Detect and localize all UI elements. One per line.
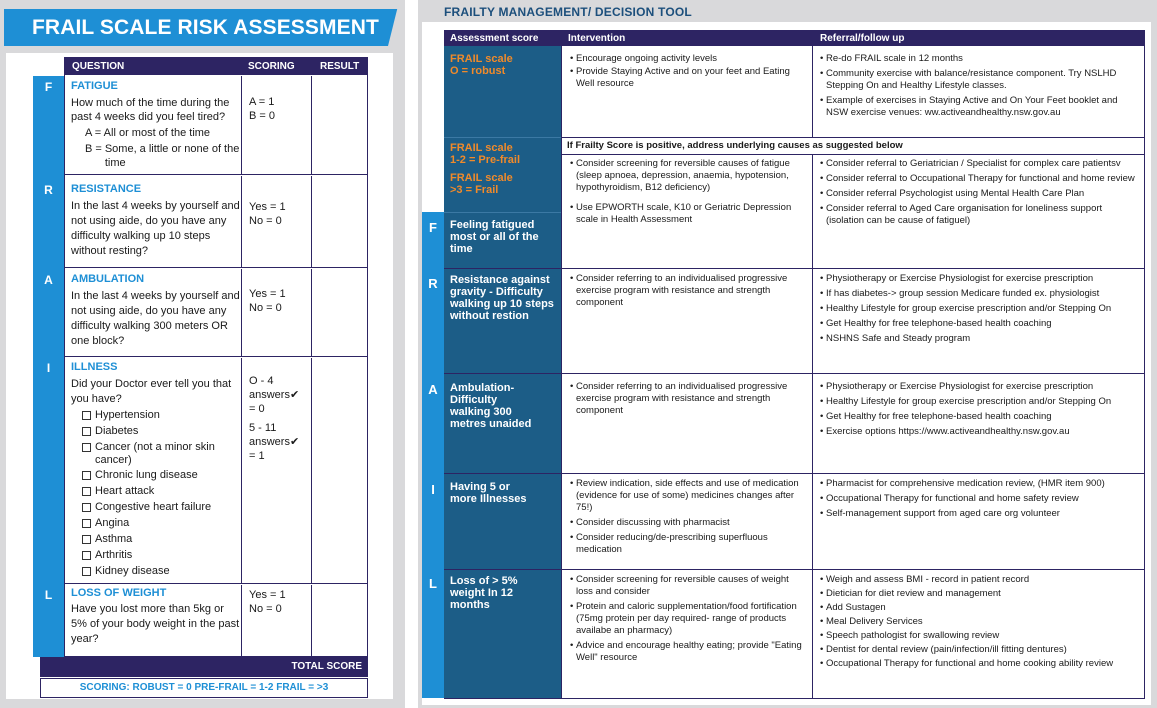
checkbox-icon[interactable] <box>82 535 91 544</box>
letter-l: L <box>44 588 53 602</box>
result-header: RESULT <box>320 61 360 72</box>
illness-label: Cancer (not a minor skin cancer) <box>95 441 215 466</box>
illness-label: Hypertension <box>95 409 160 421</box>
referral-item: • Community exercise with balance/resistance component. Try NSLHD Stepping On and Healthy Lifestyle classes. <box>820 68 1140 92</box>
grid-line <box>444 212 561 213</box>
checkbox-icon[interactable] <box>82 519 91 528</box>
weight-row <box>64 585 368 657</box>
option-a-key: A = <box>85 127 102 139</box>
resistance-score-no: No = 0 <box>249 215 282 227</box>
grid-line <box>444 373 1145 374</box>
ambulation-title: AMBULATION <box>71 273 145 285</box>
illness-checklist <box>71 409 241 578</box>
intervention-item: • Consider discussing with pharmacist <box>570 517 806 529</box>
ambulation-score-no: No = 0 <box>249 302 282 314</box>
referral-item: • Self-management support from aged care org volunteer <box>820 508 1140 520</box>
referral-item: • Healthy Lifestyle for group exercise prescription and/or Stepping On <box>820 303 1140 315</box>
referral-item: • Consider referral to Occupational Therapy for functional and home review <box>820 173 1140 185</box>
checkbox-icon[interactable] <box>82 427 91 436</box>
weight-interventions <box>570 574 806 667</box>
checkbox-icon[interactable] <box>82 487 91 496</box>
weight-question: Have you lost more than 5kg or 5% of your body weight in the past year? <box>71 603 240 645</box>
illness-label: Asthma <box>95 533 133 545</box>
illness-item[interactable] <box>71 409 241 422</box>
checkbox-icon[interactable] <box>82 503 91 512</box>
referral-item: • If has diabetes-> group session Medicare funded ex. physiologist <box>820 288 1140 300</box>
illness-label: Chronic lung disease <box>95 469 198 481</box>
fatigue-title: FATIGUE <box>71 80 118 92</box>
grid-line <box>561 154 1145 155</box>
grid-line <box>561 137 1145 138</box>
resistance-title: RESISTANCE <box>71 183 142 195</box>
illness-question: Did your Doctor ever tell you that you have? <box>71 378 232 405</box>
ambulation-question-cell <box>64 269 241 356</box>
checkbox-icon[interactable] <box>82 443 91 452</box>
question-header: QUESTION <box>72 61 125 72</box>
prefrail-line1: FRAIL scale <box>450 142 513 154</box>
decision-letter-l: L <box>429 576 437 591</box>
decision-header-row <box>444 30 1145 46</box>
illness-item[interactable] <box>71 425 241 438</box>
robust-interventions <box>570 53 804 93</box>
checkbox-icon[interactable] <box>82 411 91 420</box>
illness-item[interactable] <box>71 469 241 482</box>
positive-score-note: If Frailty Score is positive, address underlying causes as suggested below <box>567 140 903 151</box>
resistance-scoring-cell <box>241 176 311 267</box>
assessment-header-row <box>64 57 368 75</box>
frail-line2: >3 = Frail <box>450 184 499 196</box>
resistance-question: In the last 4 weeks by yourself and not using aide, do you have any difficulty walking up 10 steps without resting? <box>71 200 240 257</box>
resistance-referrals <box>820 273 1140 348</box>
robust-score-line2: O = robust <box>450 65 506 77</box>
prefrail-score <box>450 142 558 166</box>
referral-header: Referral/follow up <box>820 33 905 44</box>
fatigue-question: How much of the time during the past 4 weeks did you feel tired? <box>71 97 230 123</box>
referral-item: • Pharmacist for comprehensive medication review, (HMR item 900) <box>820 478 1140 490</box>
referral-item: • Consider referral to Aged Care organisation for loneliness support (isolation can be cause of fatiguel) <box>820 203 1140 227</box>
decision-letter-f: F <box>429 220 437 235</box>
illness-item[interactable] <box>71 501 241 514</box>
grid-line <box>444 137 561 138</box>
ambulation-referrals <box>820 381 1140 441</box>
frail-score <box>450 172 558 196</box>
illness-interventions <box>570 478 806 559</box>
robust-score <box>450 53 558 77</box>
illness-item[interactable] <box>71 441 241 467</box>
intervention-item: • Consider screening for reversible causes of weight loss and consider <box>570 574 806 598</box>
fatigue-score-b: B = 0 <box>249 110 275 122</box>
scoring-header: SCORING <box>248 61 295 72</box>
illness-item[interactable] <box>71 565 241 578</box>
grid-line <box>812 46 813 137</box>
illness-item[interactable] <box>71 485 241 498</box>
illness-label: Diabetes <box>95 425 139 437</box>
fatigue-interventions <box>570 158 806 229</box>
letter-i: I <box>46 361 51 375</box>
illness-label: Arthritis <box>95 549 133 561</box>
grid-line <box>812 154 813 698</box>
illness-item[interactable] <box>71 549 241 562</box>
grid-line <box>444 698 1145 699</box>
fatigue-option-a <box>71 126 241 140</box>
illness-scoring-cell <box>241 358 311 583</box>
frail-scale-title: FRAIL SCALE RISK ASSESSMENT <box>4 9 388 46</box>
illness-label: Angina <box>95 517 130 529</box>
intervention-item: • Advice and encourage healthy eating; provide "Eating Well" resource <box>570 640 806 664</box>
weight-referrals <box>820 574 1140 673</box>
option-a-text: All or most of the time <box>103 127 211 139</box>
grid-line <box>444 268 1145 269</box>
decision-letter-i: I <box>431 482 435 497</box>
resistance-result-cell[interactable] <box>311 176 368 267</box>
robust-referrals <box>820 53 1140 122</box>
resistance-score-yes: Yes = 1 <box>249 201 286 213</box>
illness-label: Congestive heart failure <box>95 501 212 513</box>
referral-item: • Consider referral Psychologist using Mental Health Care Plan <box>820 188 1140 200</box>
option-b-key: B = <box>85 143 102 155</box>
illness-score-answers-a: answers✔ <box>249 389 300 401</box>
ambulation-scoring-cell <box>241 269 311 356</box>
illness-score-value-a: = 0 <box>249 403 265 415</box>
grid-line <box>444 569 1145 570</box>
decision-tool-title: FRAILTY MANAGEMENT/ DECISION TOOL <box>444 5 692 19</box>
illness-score-value-b: = 1 <box>249 450 265 462</box>
checkbox-icon[interactable] <box>82 567 91 576</box>
total-score-row: TOTAL SCORE <box>40 657 368 677</box>
illness-referrals <box>820 478 1140 523</box>
referral-item: • Dentist for dental review (pain/infection/ill fitting dentures) <box>820 644 1140 656</box>
grid-line <box>561 46 562 698</box>
illness-score-range-b: 5 - 11 <box>249 422 277 434</box>
illness-score-answers-b: answers✔ <box>249 436 300 448</box>
intervention-header: Intervention <box>568 33 626 44</box>
referral-item: • Exercise options https://www.activeandhealthy.nsw.gov.au <box>820 426 1140 438</box>
fatigue-row <box>64 76 368 175</box>
referral-item: • Weigh and assess BMI - record in patient record <box>820 574 1140 586</box>
illness-row <box>64 358 368 584</box>
illness-result-cell[interactable] <box>311 358 368 583</box>
illness-label: Having 5 or more Illnesses <box>450 481 527 505</box>
illness-score-range-a: O - 4 <box>249 375 274 387</box>
referral-item: • Occupational Therapy for functional and home cooking ability review <box>820 658 1140 670</box>
referral-item: • NSHNS Safe and Steady program <box>820 333 1140 345</box>
referral-item: • Physiotherapy or Exercise Physiologist for exercise prescription <box>820 273 1140 285</box>
referral-item: • Speech pathologist for swallowing review <box>820 630 1140 642</box>
weight-scoring-cell <box>241 585 311 657</box>
grid-line <box>444 473 1145 474</box>
prefrail-line2: 1-2 = Pre-frail <box>450 154 521 166</box>
referral-item: • Physiotherapy or Exercise Physiologist for exercise prescription <box>820 381 1140 393</box>
intervention-item: • Encourage ongoing activity levels <box>570 53 804 65</box>
illness-title: ILLNESS <box>71 361 118 373</box>
ambulation-score-yes: Yes = 1 <box>249 288 286 300</box>
resistance-row <box>64 176 368 268</box>
illness-item[interactable] <box>71 517 241 530</box>
referral-item: • Meal Delivery Services <box>820 616 1140 628</box>
fatigue-question-cell <box>64 76 241 174</box>
option-b-text: Some, a little or none of the time <box>104 143 240 169</box>
intervention-item: • Consider screening for reversible causes of fatigue (sleep apnoea, depression, anaemia, hypotension, hypothyroidism, B12 deficiency) <box>570 158 806 194</box>
checkbox-icon[interactable] <box>82 551 91 560</box>
referral-item: • Re-do FRAIL scale in 12 months <box>820 53 1140 65</box>
resistance-question-cell <box>64 176 241 267</box>
referral-item: • Dietician for diet review and management <box>820 588 1140 600</box>
referral-item: • Example of exercises in Staying Active and On Your Feet booklet and NSW exercise venues: ww.activeandhealthy.nsw.gov.au <box>820 95 1140 119</box>
frail-line1: FRAIL scale <box>450 172 513 184</box>
letter-f: F <box>44 80 53 94</box>
weight-question-cell <box>64 585 241 657</box>
illness-question-cell <box>64 358 241 583</box>
letter-a: A <box>44 273 53 287</box>
letter-r: R <box>44 183 53 197</box>
ambulation-label: Ambulation- Difficulty walking 300 metres unaided <box>450 382 532 430</box>
referral-item: • Healthy Lifestyle for group exercise prescription and/or Stepping On <box>820 396 1140 408</box>
intervention-item: • Consider referring to an individualised progressive exercise program with resistance and strength component <box>570 381 806 417</box>
fatigue-score-a: A = 1 <box>249 96 275 108</box>
illness-label: Kidney disease <box>95 565 170 577</box>
ambulation-row <box>64 269 368 357</box>
decision-letter-a: A <box>428 382 438 397</box>
robust-score-line1: FRAIL scale <box>450 53 513 65</box>
scoring-legend: SCORING: ROBUST = 0 PRE-FRAIL = 1-2 FRAIL = >3 <box>40 678 368 698</box>
intervention-item: • Protein and caloric supplementation/food fortification (75mg protein per day required- range of products availabe an pharmacy) <box>570 601 806 637</box>
fatigue-option-b <box>71 142 241 170</box>
fatigue-scoring-cell <box>241 76 311 174</box>
grid-line <box>1144 30 1145 698</box>
resistance-interventions <box>570 273 806 312</box>
intervention-item: • Review indication, side effects and use of medication (evidence for use of some) medicines changes after 75!) <box>570 478 806 514</box>
assessment-score-header: Assessment score <box>450 33 539 44</box>
intervention-item: • Consider referring to an individualised progressive exercise program with resistance and strength component <box>570 273 806 309</box>
checkbox-icon[interactable] <box>82 471 91 480</box>
illness-label: Heart attack <box>95 485 155 497</box>
weight-title: LOSS OF WEIGHT <box>71 587 167 599</box>
intervention-item: • Provide Staying Active and on your feet and Eating Well resource <box>570 66 804 90</box>
intervention-item: • Use EPWORTH scale, K10 or Geriatric Depression scale in Health Assessment <box>570 202 806 226</box>
ambulation-interventions <box>570 381 806 420</box>
weight-score-yes: Yes = 1 <box>249 589 286 601</box>
referral-item: • Add Sustagen <box>820 602 1140 614</box>
weight-score-no: No = 0 <box>249 603 282 615</box>
ambulation-question: In the last 4 weeks by yourself and not using aide, do you have any difficulty walking 300 meters OR one block? <box>71 290 240 347</box>
fatigue-result-cell[interactable] <box>311 76 368 174</box>
referral-item: • Get Healthy for free telephone-based health coaching <box>820 411 1140 423</box>
fatigue-referrals <box>820 158 1140 230</box>
decision-letter-r: R <box>428 276 438 291</box>
referral-item: • Consider referral to Geriatrician / Specialist for complex care patientsv <box>820 158 1140 170</box>
weight-label: Loss of > 5% weight In 12 months <box>450 575 518 611</box>
illness-item[interactable] <box>71 533 241 546</box>
fatigue-label: Feeling fatigued most or all of the time <box>450 219 539 255</box>
ambulation-result-cell[interactable] <box>311 269 368 356</box>
resistance-label: Resistance against gravity - Difficulty walking up 10 steps without restion <box>450 274 554 322</box>
referral-item: • Occupational Therapy for functional and home safety review <box>820 493 1140 505</box>
intervention-item: • Consider reducing/de-prescribing superfluous medication <box>570 532 806 556</box>
referral-item: • Get Healthy for free telephone-based health coaching <box>820 318 1140 330</box>
weight-result-cell[interactable] <box>311 585 368 657</box>
fatigue-options <box>71 126 241 170</box>
